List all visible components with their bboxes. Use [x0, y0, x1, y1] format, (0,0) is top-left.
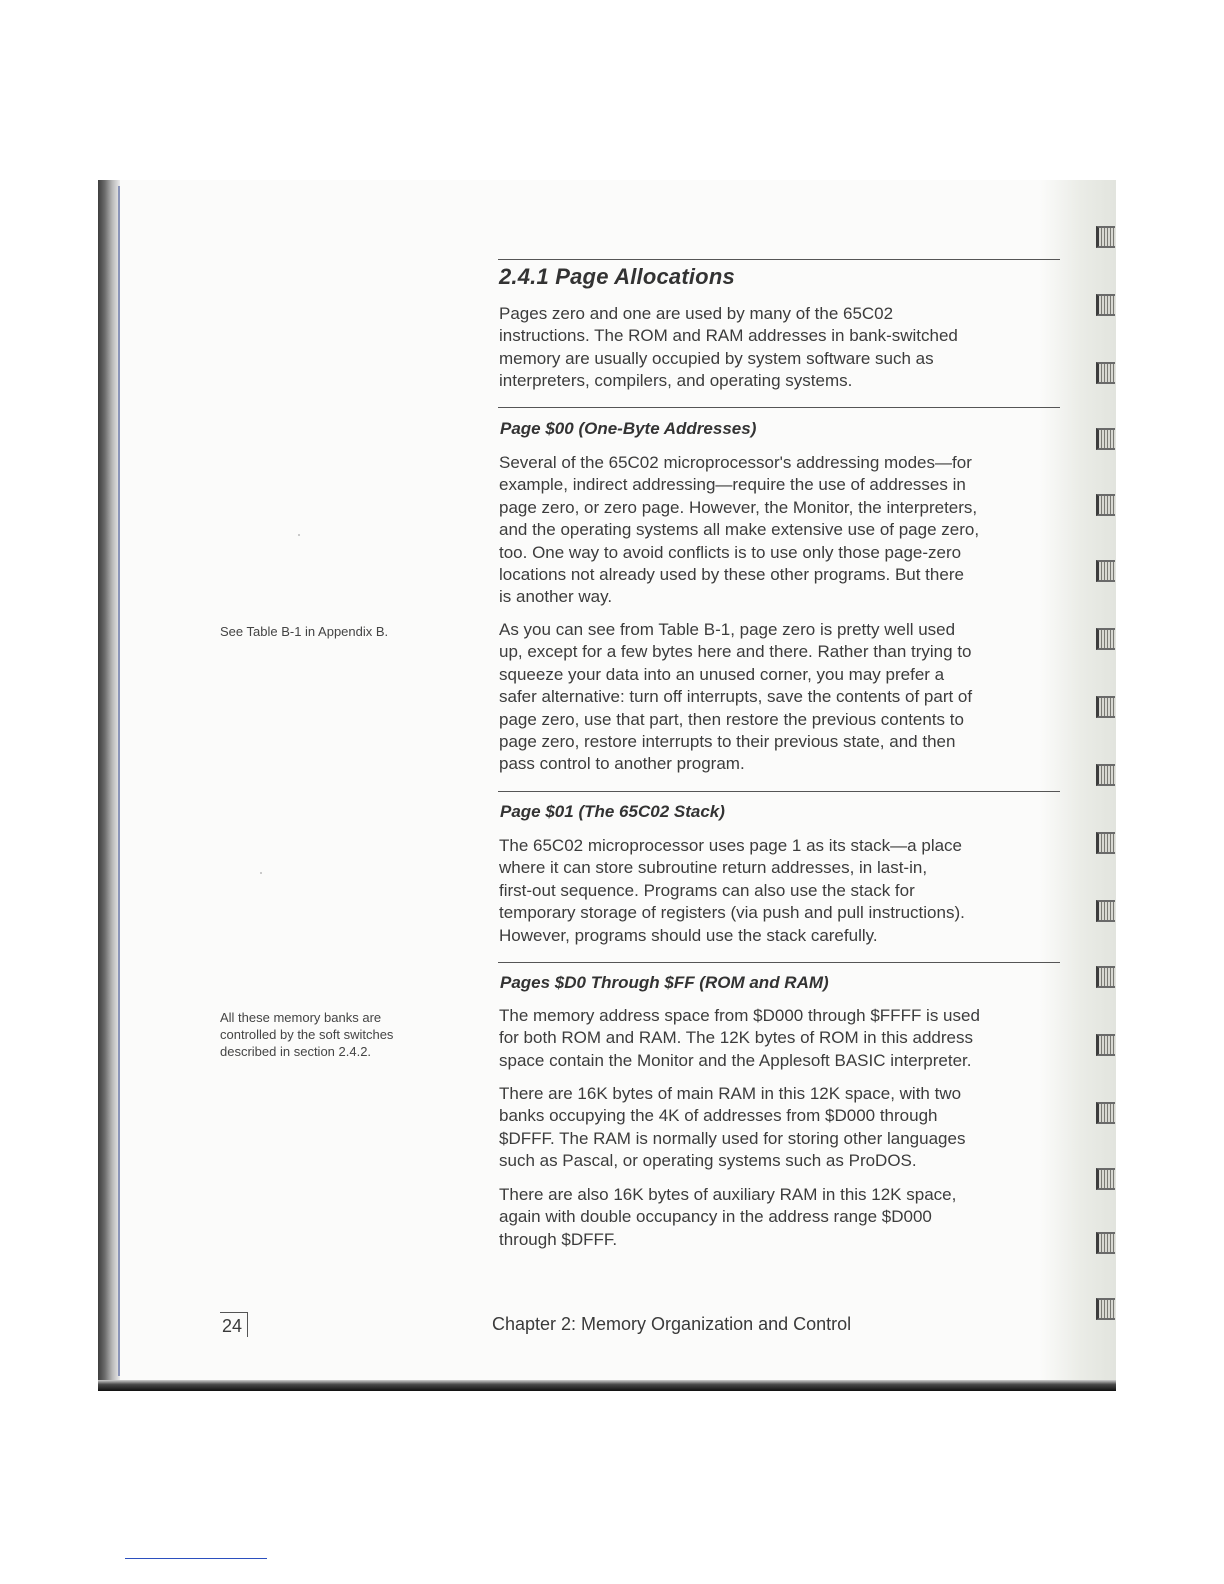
margin-note-table-b1: See Table B-1 in Appendix B.: [220, 624, 389, 639]
section-rule: [498, 259, 1060, 260]
page01-paragraph: The 65C02 microprocessor uses page 1 as its stack—a place where it can store subroutine return addresses, in last-in, first-out sequence. Programs can also use the stack for temporary storage of registers (via push and pull instructions). However, programs should use the stack carefully.: [499, 836, 965, 945]
binding-ring: [1096, 1034, 1115, 1056]
subsection-heading-pages-d0-ff: Pages $D0 Through $FF (ROM and RAM): [500, 973, 829, 992]
bottom-underline: [125, 1558, 267, 1559]
binding-ring: [1096, 294, 1115, 316]
scan-speck: [260, 872, 262, 874]
binding-ring: [1096, 428, 1115, 450]
pages-d0-ff-paragraph-1: The memory address space from $D000 through $FFFF is used for both ROM and RAM. The 12K bytes of ROM in this address space contain the Monitor and the Applesoft BASIC interpreter.: [499, 1006, 980, 1070]
binding-ring: [1096, 900, 1115, 922]
binding-ring: [1096, 494, 1115, 516]
subsection-heading-page00: Page $00 (One-Byte Addresses): [500, 419, 757, 438]
subsection-heading-page01: Page $01 (The 65C02 Stack): [500, 802, 725, 821]
binding-ring: [1096, 1298, 1115, 1320]
binding-ring: [1096, 1102, 1115, 1124]
page-number: 24: [220, 1312, 248, 1337]
binding-ring: [1096, 628, 1115, 650]
binding-ring: [1096, 362, 1115, 384]
binding-ring: [1096, 966, 1115, 988]
binding-ring: [1096, 1168, 1115, 1190]
subsection-rule: [498, 962, 1060, 963]
scan-speck: [298, 534, 300, 536]
subsection-rule: [498, 407, 1060, 408]
pages-d0-ff-paragraph-2: There are 16K bytes of main RAM in this 12K space, with two banks occupying the 4K of addresses from $D000 through $DFFF. The RAM is normally used for storing other languages such as Pascal, or operating systems such as ProDOS.: [499, 1084, 966, 1171]
section-title: 2.4.1 Page Allocations: [499, 264, 735, 289]
page00-paragraph-1: Several of the 65C02 microprocessor's addressing modes—for example, indirect addressing—require the use of addresses in page zero, or zero page. However, the Monitor, the interpreters, and the operating systems all make extensive use of page zero, too. One way to avoid conflicts is to use only those page-zero locations not already used by these other programs. But there is another way.: [499, 453, 980, 607]
binding-ring: [1096, 764, 1115, 786]
pages-d0-ff-paragraph-3: There are also 16K bytes of auxiliary RAM in this 12K space, again with double occupancy in the address range $D000 through $DFFF.: [499, 1185, 957, 1249]
spiral-binding: [1094, 222, 1116, 1342]
binding-ring: [1096, 832, 1115, 854]
page-bottom-edge: [98, 1380, 1116, 1391]
page-margin-line: [118, 186, 120, 1376]
page-left-edge: [98, 180, 120, 1386]
subsection-rule: [498, 791, 1060, 792]
binding-ring: [1096, 696, 1115, 718]
margin-note-soft-switches: All these memory banks are controlled by the soft switches described in section 2.4.2.: [220, 1010, 394, 1059]
binding-ring: [1096, 226, 1115, 248]
binding-ring: [1096, 560, 1115, 582]
binding-ring: [1096, 1232, 1115, 1254]
page00-paragraph-2: As you can see from Table B-1, page zero is pretty well used up, except for a few bytes here and there. Rather than trying to squeeze your data into an unused corner, you may prefer a safer alternative: turn off interrupts, save the contents of part of page zero, use that part, then restore the previous contents to page zero, restore interrupts to their previous state, and then pass control to another program.: [499, 620, 973, 774]
section-intro: Pages zero and one are used by many of the 65C02 instructions. The ROM and RAM addresses in bank-switched memory are usually occupied by system software such as interpreters, compilers, and operating systems.: [499, 304, 958, 391]
chapter-footer: Chapter 2: Memory Organization and Control: [492, 1314, 852, 1334]
